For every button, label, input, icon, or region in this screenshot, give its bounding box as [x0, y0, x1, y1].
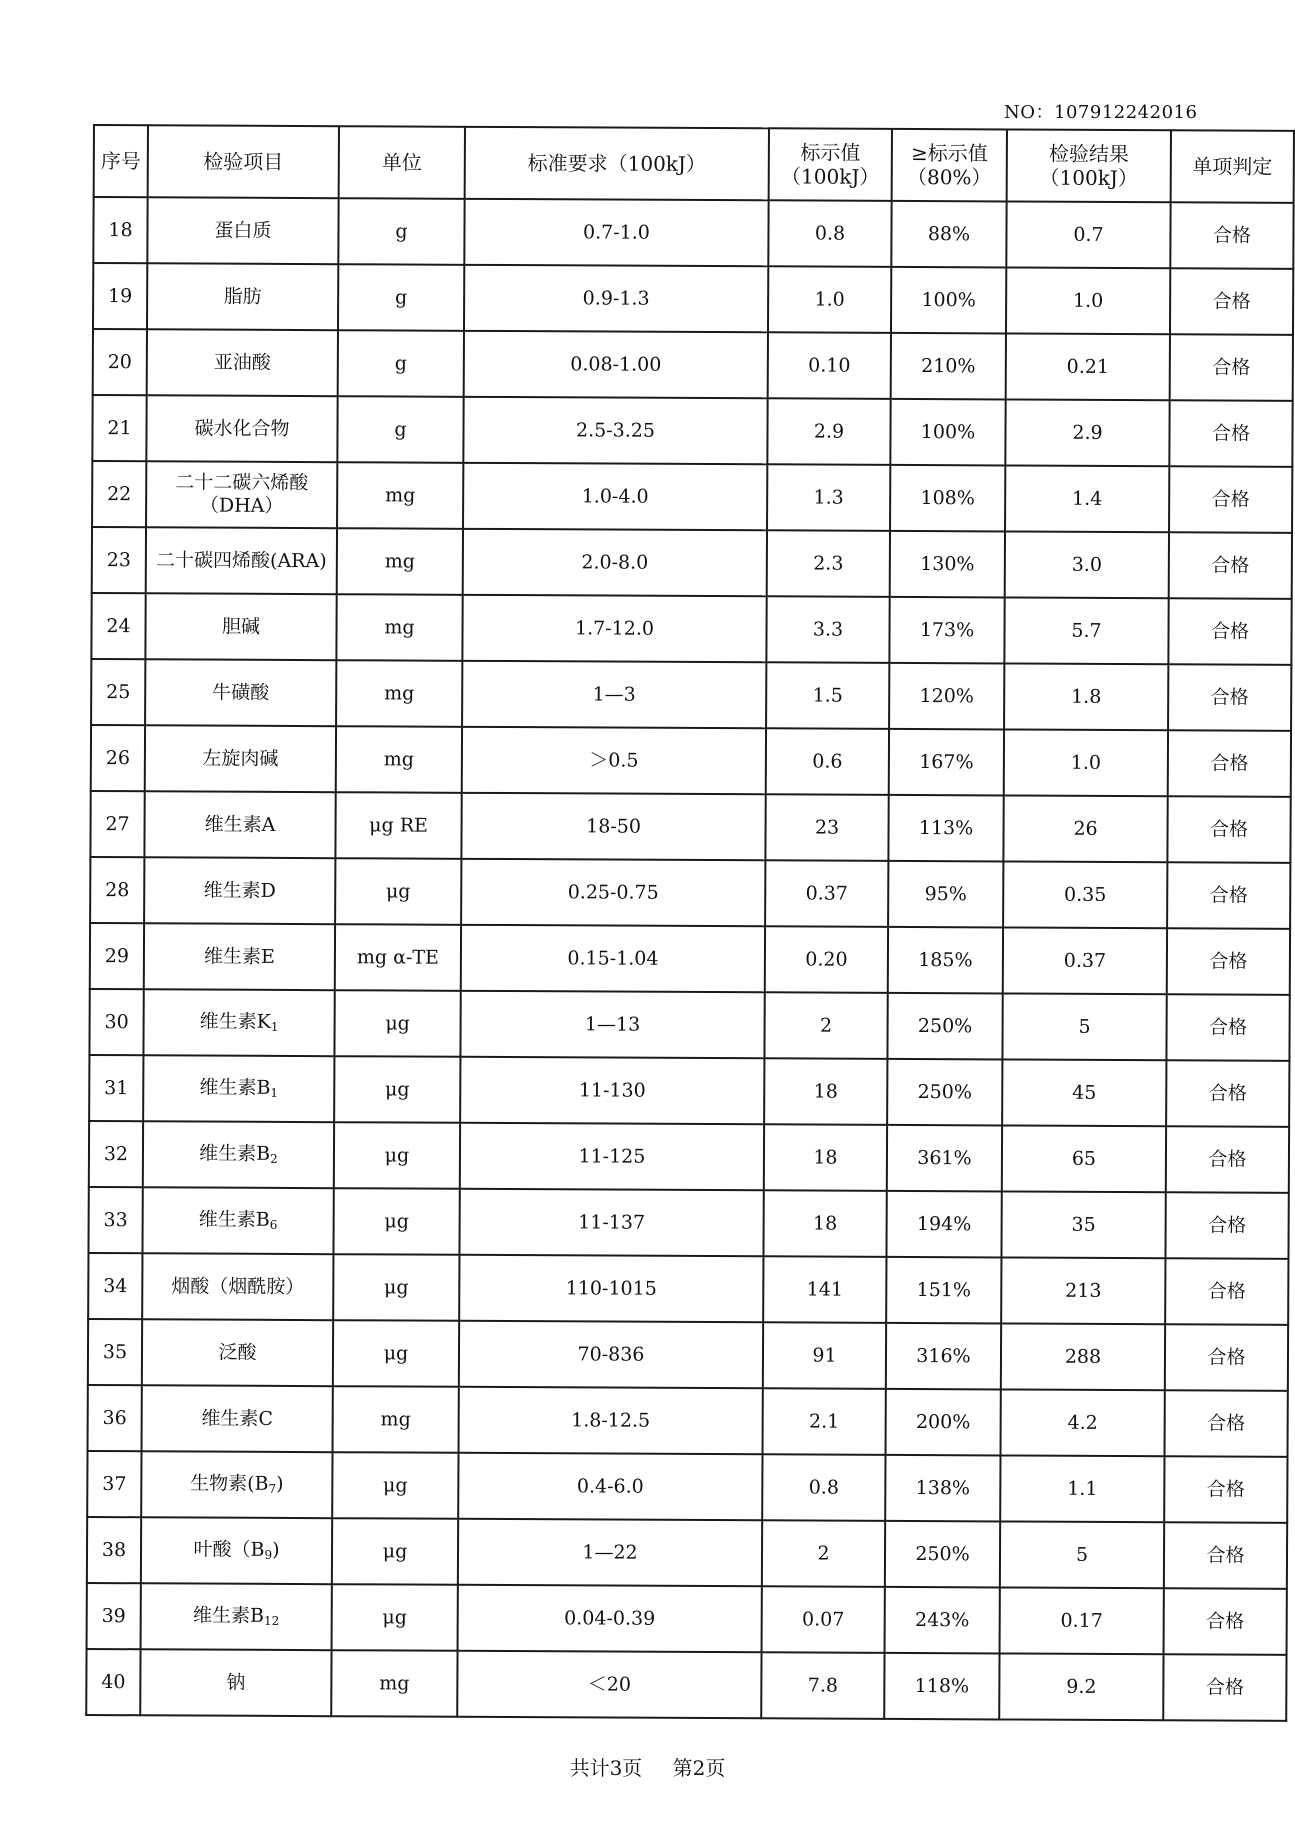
cell-verdict: 合格	[1163, 1654, 1286, 1721]
cell-unit: mg	[331, 1650, 457, 1717]
cell-item-name: 维生素E	[203, 945, 275, 968]
cell-seq: 30	[89, 989, 143, 1055]
cell-label-value: 1.5	[766, 662, 889, 729]
cell-pct-label: 185%	[888, 927, 1003, 994]
cell-label-value: 3.3	[766, 596, 889, 663]
cell-item	[147, 263, 338, 330]
cell-unit: μg	[334, 1122, 460, 1189]
cell-label-value: 1.3	[767, 464, 890, 531]
cell-label-value: 0.8	[768, 200, 891, 267]
cell-verdict: 合格	[1164, 1588, 1287, 1655]
cell-item-name: 维生素B	[199, 1142, 271, 1166]
cell-item-name: 烟酸（烟酰胺）	[171, 1274, 305, 1298]
cell-seq: 18	[93, 197, 147, 263]
cell-unit: g	[338, 264, 464, 331]
cell-result: 213	[1001, 1257, 1165, 1324]
cell-result: 0.21	[1006, 333, 1170, 400]
table-row	[92, 395, 1292, 467]
cell-pct-label: 138%	[885, 1455, 1000, 1522]
cell-seq: 31	[89, 1055, 143, 1121]
header-standard: 标准要求（100kJ）	[465, 127, 769, 200]
cell-standard: 2.5-3.25	[463, 397, 767, 464]
cell-pct-label: 250%	[887, 1059, 1002, 1126]
table-row	[86, 1649, 1286, 1721]
cell-pct-label: 167%	[889, 729, 1004, 796]
cell-item	[145, 659, 336, 726]
cell-result: 1.1	[1000, 1455, 1164, 1522]
header-pct-label	[892, 129, 1007, 202]
header-item: 检验项目	[148, 125, 339, 198]
cell-seq: 33	[88, 1187, 142, 1253]
cell-item-subscript: 6	[269, 1218, 278, 1233]
cell-item	[142, 1319, 333, 1386]
cell-item-name: 二十二碳六烯酸	[175, 471, 309, 495]
cell-item	[144, 791, 335, 858]
cell-result: 0.17	[1000, 1587, 1164, 1654]
cell-pct-label: 243%	[885, 1587, 1000, 1654]
cell-item	[141, 1517, 332, 1584]
cell-result: 26	[1003, 795, 1167, 862]
cell-verdict: 合格	[1168, 730, 1291, 797]
table-row	[93, 263, 1293, 335]
cell-result: 65	[1002, 1125, 1166, 1192]
cell-verdict: 合格	[1169, 532, 1292, 599]
cell-unit: μg	[332, 1518, 458, 1585]
cell-verdict: 合格	[1166, 994, 1289, 1061]
cell-verdict: 合格	[1165, 1390, 1288, 1457]
cell-item	[144, 923, 335, 990]
table-row	[89, 1121, 1289, 1193]
header-result	[1007, 129, 1171, 202]
cell-item-name: 碳水化合物	[194, 417, 290, 440]
table-row	[88, 1319, 1288, 1391]
cell-result: 9.2	[999, 1653, 1163, 1720]
cell-pct-label: 361%	[887, 1125, 1002, 1192]
cell-verdict: 合格	[1167, 928, 1290, 995]
cell-standard: 0.9-1.3	[464, 265, 768, 332]
cell-pct-label: 100%	[890, 399, 1005, 466]
cell-verdict: 合格	[1167, 796, 1290, 863]
table-row	[88, 1187, 1288, 1259]
table-row	[91, 659, 1291, 731]
cell-label-value: 1.0	[768, 266, 891, 333]
cell-pct-label: 151%	[886, 1257, 1001, 1324]
cell-seq: 35	[88, 1319, 142, 1385]
cell-item-name: 维生素B	[198, 1208, 270, 1232]
cell-seq: 38	[87, 1517, 141, 1583]
cell-result: 0.37	[1003, 927, 1167, 994]
cell-standard: 11-137	[459, 1189, 763, 1256]
cell-item	[142, 1187, 333, 1254]
cell-item-subscript: 12	[263, 1614, 280, 1629]
cell-label-value: 7.8	[761, 1652, 884, 1719]
header-seq: 序号	[94, 125, 148, 197]
cell-unit: mg	[336, 726, 462, 793]
table-row	[91, 725, 1291, 797]
cell-label-value: 18	[763, 1190, 886, 1257]
table-row	[89, 1055, 1289, 1127]
cell-item-name: 维生素D	[203, 879, 276, 902]
cell-item-subscript: 2	[270, 1152, 278, 1167]
cell-item-name: 亚油酸	[213, 351, 271, 374]
cell-label-value: 0.6	[766, 728, 889, 795]
cell-standard: 0.08-1.00	[464, 331, 768, 398]
cell-item	[144, 857, 335, 924]
cell-seq: 25	[91, 659, 145, 725]
cell-seq: 34	[88, 1253, 142, 1319]
cell-item-name: 胆碱	[221, 615, 261, 638]
cell-result: 288	[1001, 1323, 1165, 1390]
cell-unit: μg	[333, 1320, 459, 1387]
cell-result: 5	[1002, 993, 1166, 1060]
cell-item	[141, 1583, 332, 1650]
cell-seq: 40	[86, 1649, 140, 1715]
cell-item	[146, 527, 337, 594]
cell-unit: mg	[333, 1386, 459, 1453]
cell-pct-label: 194%	[886, 1191, 1001, 1258]
header-unit: 单位	[339, 126, 465, 199]
cell-result: 35	[1001, 1191, 1165, 1258]
cell-unit: μg	[333, 1254, 459, 1321]
cell-verdict: 合格	[1165, 1192, 1288, 1259]
cell-label-value: 23	[765, 794, 888, 861]
cell-pct-label: 210%	[891, 333, 1006, 400]
cell-verdict: 合格	[1168, 598, 1291, 665]
cell-item	[147, 329, 338, 396]
cell-label-value: 18	[764, 1124, 887, 1191]
cell-result: 0.7	[1006, 201, 1170, 268]
header-pct-label-line2: （80%）	[906, 164, 992, 190]
cell-unit: μg	[333, 1188, 459, 1255]
cell-label-value: 0.20	[765, 926, 888, 993]
cell-item-name: 二十碳四烯酸(ARA)	[156, 548, 327, 572]
cell-verdict: 合格	[1167, 862, 1290, 929]
cell-standard: 1—13	[460, 991, 764, 1058]
cell-result: 3.0	[1005, 531, 1169, 598]
header-result-line2: （100kJ）	[1039, 165, 1138, 191]
cell-standard: 70-836	[459, 1321, 763, 1388]
cell-result: 1.0	[1006, 267, 1170, 334]
table-header-row	[94, 125, 1294, 203]
cell-standard: 1.8-12.5	[459, 1387, 763, 1454]
cell-pct-label: 316%	[886, 1323, 1001, 1390]
cell-label-value: 2	[762, 1520, 885, 1587]
cell-unit: μg	[332, 1584, 458, 1651]
cell-standard: 110-1015	[459, 1255, 763, 1322]
cell-result: 4.2	[1001, 1389, 1165, 1456]
cell-unit: μg RE	[335, 792, 461, 859]
cell-label-value: 2	[764, 992, 887, 1059]
cell-standard: 18-50	[461, 793, 765, 860]
header-label-value-line2: （100kJ）	[781, 164, 880, 189]
table-row	[90, 857, 1290, 929]
cell-standard: ＞0.5	[462, 727, 766, 794]
cell-item	[145, 725, 336, 792]
table-row	[87, 1451, 1287, 1523]
cell-standard: 0.15-1.04	[461, 925, 765, 992]
cell-unit: mg α-TE	[335, 924, 461, 991]
cell-verdict: 合格	[1168, 664, 1291, 731]
cell-item	[142, 1253, 333, 1320]
cell-result: 5.7	[1004, 597, 1168, 664]
table-row	[87, 1517, 1287, 1589]
cell-pct-label: 88%	[891, 201, 1006, 268]
cell-result: 45	[1002, 1059, 1166, 1126]
cell-verdict: 合格	[1166, 1126, 1289, 1193]
cell-item-subscript: 1	[270, 1020, 279, 1035]
cell-seq: 29	[90, 923, 144, 989]
cell-item-name: 生物素(B	[190, 1472, 269, 1496]
cell-result: 1.4	[1005, 465, 1169, 532]
table-body	[86, 197, 1293, 1721]
cell-pct-label: 173%	[889, 597, 1004, 664]
cell-unit: mg	[337, 528, 463, 595]
cell-unit: mg	[336, 594, 462, 661]
cell-pct-label: 250%	[885, 1521, 1000, 1588]
cell-seq: 37	[87, 1451, 141, 1517]
report-number: NO：107912242016	[1004, 102, 1198, 123]
cell-standard: 0.25-0.75	[461, 859, 765, 926]
cell-unit: g	[337, 396, 463, 463]
cell-verdict: 合格	[1169, 466, 1292, 533]
cell-pct-label: 200%	[886, 1389, 1001, 1456]
cell-item	[146, 461, 337, 528]
cell-item	[145, 593, 336, 660]
cell-item-name: 维生素B	[199, 1076, 271, 1100]
cell-item	[143, 1121, 334, 1188]
cell-standard: 11-125	[460, 1123, 764, 1190]
cell-verdict: 合格	[1165, 1258, 1288, 1325]
cell-result: 5	[1000, 1521, 1164, 1588]
cell-label-value: 2.1	[763, 1388, 886, 1455]
cell-unit: μg	[332, 1452, 458, 1519]
table-row	[92, 461, 1292, 533]
cell-item-name: 牛磺酸	[212, 681, 270, 704]
cell-pct-label: 120%	[889, 663, 1004, 730]
cell-item-tail: )	[276, 1473, 284, 1496]
footer-total-pages: 共计3页	[569, 1756, 643, 1780]
table-row	[88, 1385, 1288, 1457]
cell-unit: g	[338, 198, 464, 265]
cell-verdict: 合格	[1170, 334, 1293, 401]
cell-verdict: 合格	[1170, 268, 1293, 335]
cell-item-name: 维生素A	[204, 813, 276, 836]
table-row	[89, 989, 1289, 1061]
cell-item	[140, 1649, 331, 1716]
cell-label-value: 91	[763, 1322, 886, 1389]
cell-pct-label: 108%	[890, 465, 1005, 532]
cell-item	[143, 1055, 334, 1122]
cell-item-subscript: 7	[268, 1482, 277, 1497]
cell-label-value: 141	[763, 1256, 886, 1323]
cell-pct-label: 113%	[888, 795, 1003, 862]
cell-item	[142, 1385, 333, 1452]
page-footer	[0, 1752, 1295, 1781]
cell-seq: 32	[89, 1121, 143, 1187]
cell-label-value: 18	[764, 1058, 887, 1125]
header-pct-label-line1: ≥标示值	[910, 140, 988, 166]
cell-item-name: 泛酸	[218, 1341, 257, 1364]
cell-unit: μg	[335, 858, 461, 925]
cell-unit: mg	[336, 660, 462, 727]
header-label-value	[769, 128, 892, 201]
cell-verdict: 合格	[1169, 400, 1292, 467]
cell-seq: 19	[93, 263, 147, 329]
cell-result: 1.0	[1004, 729, 1168, 796]
footer-current-page: 第2页	[672, 1756, 726, 1780]
cell-item-name: 维生素K	[199, 1010, 271, 1034]
cell-pct-label: 95%	[888, 861, 1003, 928]
header-result-line1: 检验结果	[1048, 141, 1129, 167]
cell-item-name: 脂肪	[223, 285, 262, 308]
cell-standard: 0.04-0.39	[458, 1585, 762, 1652]
cell-verdict: 合格	[1164, 1456, 1287, 1523]
cell-item-subscript: 9	[264, 1548, 273, 1563]
cell-label-value: 0.10	[768, 332, 891, 399]
cell-item-subscript: 1	[270, 1086, 279, 1101]
cell-standard: 11-130	[460, 1057, 764, 1124]
table-row	[88, 1253, 1288, 1325]
cell-seq: 36	[88, 1385, 142, 1451]
cell-pct-label: 250%	[887, 993, 1002, 1060]
table-row	[90, 923, 1290, 995]
cell-standard: 0.4-6.0	[458, 1453, 762, 1520]
cell-item	[141, 1451, 332, 1518]
table-row	[91, 593, 1291, 665]
cell-seq: 26	[91, 725, 145, 791]
cell-standard: 0.7-1.0	[464, 199, 768, 266]
cell-standard: ＜20	[457, 1651, 761, 1718]
cell-item-tail: )	[272, 1539, 280, 1562]
header-verdict: 单项判定	[1171, 130, 1294, 203]
cell-result: 2.9	[1005, 399, 1169, 466]
table-row	[92, 527, 1292, 599]
cell-result: 0.35	[1003, 861, 1167, 928]
cell-unit: g	[338, 330, 464, 397]
cell-label-value: 2.9	[767, 398, 890, 465]
cell-seq: 23	[92, 527, 146, 593]
table-row	[90, 791, 1290, 863]
cell-item-name: 蛋白质	[214, 219, 272, 242]
cell-verdict: 合格	[1164, 1522, 1287, 1589]
cell-label-value: 2.3	[767, 530, 890, 597]
cell-standard: 1—22	[458, 1519, 762, 1586]
cell-verdict: 合格	[1166, 1060, 1289, 1127]
cell-standard: 2.0-8.0	[463, 529, 767, 596]
table-row	[93, 329, 1293, 401]
cell-verdict: 合格	[1165, 1324, 1288, 1391]
cell-unit: mg	[337, 462, 463, 529]
cell-result: 1.8	[1004, 663, 1168, 730]
inspection-table	[85, 124, 1295, 1722]
cell-seq: 28	[90, 857, 144, 923]
cell-item-name: 维生素C	[201, 1407, 273, 1430]
cell-item	[146, 395, 337, 462]
header-label-value-line1: 标示值	[800, 140, 861, 165]
table-row	[93, 197, 1293, 269]
cell-standard: 1.7-12.0	[462, 595, 766, 662]
cell-item-name-line2: （DHA）	[199, 494, 284, 517]
cell-unit: μg	[334, 1056, 460, 1123]
cell-label-value: 0.37	[765, 860, 888, 927]
cell-item-name: 钠	[226, 1671, 246, 1694]
cell-label-value: 0.8	[762, 1454, 885, 1521]
cell-standard: 1—3	[462, 661, 766, 728]
cell-verdict: 合格	[1170, 202, 1293, 269]
cell-seq: 22	[92, 461, 146, 527]
cell-seq: 24	[91, 593, 145, 659]
cell-item-name: 维生素B	[193, 1604, 265, 1628]
red-stamp-fragment	[1258, 920, 1295, 1170]
cell-item	[147, 197, 338, 264]
cell-seq: 21	[92, 395, 146, 461]
cell-seq: 39	[87, 1583, 141, 1649]
cell-standard: 1.0-4.0	[463, 463, 767, 530]
cell-seq: 20	[93, 329, 147, 395]
cell-unit: μg	[334, 990, 460, 1057]
table-row	[87, 1583, 1287, 1655]
cell-item-name: 左旋肉碱	[202, 747, 279, 770]
cell-label-value: 0.07	[762, 1586, 885, 1653]
cell-pct-label: 118%	[884, 1653, 999, 1720]
cell-seq: 27	[90, 791, 144, 857]
cell-pct-label: 130%	[890, 531, 1005, 598]
cell-item	[143, 989, 334, 1056]
cell-item-name: 叶酸（B	[193, 1538, 265, 1562]
cell-pct-label: 100%	[891, 267, 1006, 334]
